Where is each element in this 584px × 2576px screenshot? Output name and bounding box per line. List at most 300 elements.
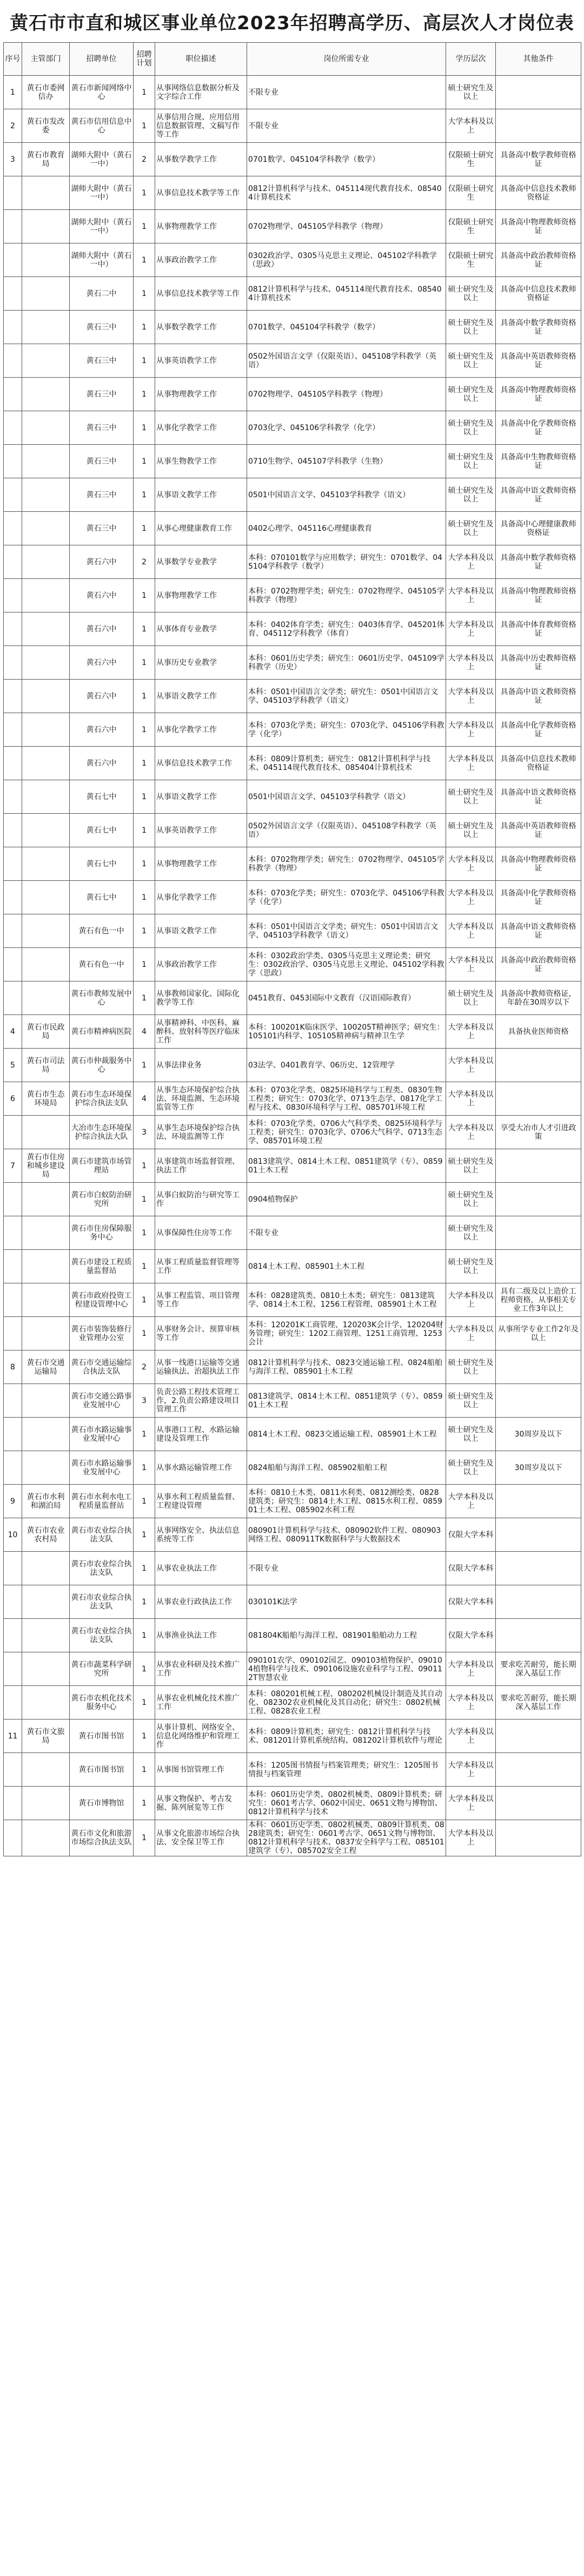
cell-department — [22, 1686, 70, 1719]
cell-index — [4, 1652, 22, 1686]
cell-index — [4, 914, 22, 948]
cell-department — [22, 1552, 70, 1585]
cell-major: 0812计算机科学与技术、0823交通运输工程、0824船舶与海洋工程、085901土木工程 — [247, 1350, 446, 1384]
cell-index — [4, 478, 22, 512]
cell-education: 仅限硕士研究生 — [446, 243, 496, 277]
cell-major: 0451教育、0453国际中文教育（汉语国际教育） — [247, 981, 446, 1015]
cell-other: 具备高中语文教师资格证 — [496, 478, 581, 512]
table-row — [4, 680, 581, 713]
table-row — [4, 1384, 581, 1418]
table-row — [4, 747, 581, 780]
cell-major: 本科：1205图书情报与档案管理类；研究生：1205图书情报与档案管理 — [247, 1753, 446, 1787]
cell-quota: 1 — [134, 847, 155, 881]
cell-index: 7 — [4, 1149, 22, 1183]
cell-other — [496, 1216, 581, 1250]
cell-other: 具备高中政治教师资格证 — [496, 948, 581, 981]
cell-index: 11 — [4, 1719, 22, 1753]
cell-quota: 1 — [134, 1317, 155, 1350]
cell-education: 硕士研究生及以上 — [446, 411, 496, 445]
cell-education: 仅限大学本科 — [446, 1552, 496, 1585]
cell-description: 从事网络安全、执法信息系统等工作 — [155, 1518, 247, 1552]
cell-index — [4, 1183, 22, 1216]
cell-other — [496, 109, 581, 143]
cell-index — [4, 545, 22, 579]
table-row — [4, 1719, 581, 1753]
cell-index — [4, 1283, 22, 1317]
cell-education: 硕士研究生及以上 — [446, 76, 496, 109]
cell-education: 硕士研究生及以上 — [446, 1149, 496, 1183]
cell-description: 从事信息技术教学等工作 — [155, 176, 247, 210]
table-row — [4, 1350, 581, 1384]
cell-index — [4, 981, 22, 1015]
cell-quota: 4 — [134, 1082, 155, 1116]
cell-education: 大学本科及以上 — [446, 1719, 496, 1753]
cell-other — [496, 1619, 581, 1652]
cell-major: 不限专业 — [247, 109, 446, 143]
cell-unit: 黄石六中 — [70, 747, 134, 780]
cell-quota: 1 — [134, 210, 155, 243]
cell-description: 从事农业科研及技术推广工作 — [155, 1652, 247, 1686]
cell-index — [4, 344, 22, 378]
cell-description: 从事语文教学工作 — [155, 680, 247, 713]
cell-quota: 1 — [134, 1552, 155, 1585]
table-row — [4, 378, 581, 411]
table-row — [4, 1317, 581, 1350]
table-row — [4, 1820, 581, 1856]
cell-quota: 1 — [134, 1820, 155, 1856]
cell-education: 仅限硕士研究生 — [446, 176, 496, 210]
cell-other: 具备高中物理教师资格证 — [496, 579, 581, 612]
cell-description: 从事信息技术教学等工作 — [155, 277, 247, 311]
cell-department — [22, 747, 70, 780]
cell-unit: 黄石市住房保障服务中心 — [70, 1216, 134, 1250]
cell-education: 硕士研究生及以上 — [446, 445, 496, 478]
cell-index — [4, 1619, 22, 1652]
cell-quota: 1 — [134, 1619, 155, 1652]
cell-major: 本科：0809计算机类；研究生：0812计算机科学与技术、045114现代教育技术、085404计算机技术 — [247, 747, 446, 780]
cell-index: 6 — [4, 1082, 22, 1116]
cell-department — [22, 210, 70, 243]
cell-unit: 湖师大附中（黄石一中） — [70, 243, 134, 277]
cell-major: 0502外国语言文学（仅限英语）、045108学科教学（英语） — [247, 814, 446, 847]
cell-unit: 湖师大附中（黄石一中） — [70, 210, 134, 243]
cell-unit: 黄石市仲裁服务中心 — [70, 1049, 134, 1082]
cell-quota: 1 — [134, 76, 155, 109]
cell-unit: 黄石市新闻网络中心 — [70, 76, 134, 109]
cell-unit: 黄石七中 — [70, 847, 134, 881]
cell-education: 大学本科及以上 — [446, 109, 496, 143]
cell-education: 大学本科及以上 — [446, 646, 496, 680]
cell-other: 具备高中英语教师资格证 — [496, 814, 581, 847]
cell-index: 4 — [4, 1015, 22, 1049]
cell-major: 0502外国语言文学（仅限英语）、045108学科教学（英语） — [247, 344, 446, 378]
cell-other: 具备高中物理教师资格证 — [496, 210, 581, 243]
cell-unit: 黄石有色一中 — [70, 914, 134, 948]
cell-major: 030101K法学 — [247, 1585, 446, 1619]
cell-other: 具备高中数学教师资格证 — [496, 311, 581, 344]
cell-description: 从事计算机、网络安全、信息化网络维护和管理工作 — [155, 1719, 247, 1753]
cell-other: 具备高中语文教师资格证 — [496, 680, 581, 713]
cell-description: 从事农业执法工作 — [155, 1552, 247, 1585]
cell-department — [22, 1283, 70, 1317]
cell-description: 从事体育专业教学 — [155, 612, 247, 646]
cell-department: 黄石市交通运输局 — [22, 1350, 70, 1384]
cell-department — [22, 914, 70, 948]
cell-index — [4, 1317, 22, 1350]
cell-education: 仅限大学本科 — [446, 1518, 496, 1552]
cell-quota: 1 — [134, 1216, 155, 1250]
cell-education: 大学本科及以上 — [446, 1082, 496, 1116]
cell-quota: 2 — [134, 143, 155, 176]
table-row — [4, 545, 581, 579]
cell-quota: 1 — [134, 1585, 155, 1619]
table-row — [4, 445, 581, 478]
cell-other: 具备高中心理健康教师资格证 — [496, 512, 581, 545]
cell-other: 从事所学专业工作2年及以上 — [496, 1317, 581, 1350]
cell-index — [4, 1250, 22, 1283]
table-row — [4, 1049, 581, 1082]
cell-other — [496, 1250, 581, 1283]
cell-education: 硕士研究生及以上 — [446, 780, 496, 814]
cell-department — [22, 847, 70, 881]
cell-description: 从事语文教学工作 — [155, 780, 247, 814]
cell-index — [4, 1686, 22, 1719]
cell-index — [4, 210, 22, 243]
cell-department: 黄石市住房和城乡建设局 — [22, 1149, 70, 1183]
cell-description: 从事数学教学工作 — [155, 143, 247, 176]
cell-quota: 1 — [134, 445, 155, 478]
cell-description: 从事物理教学工作 — [155, 210, 247, 243]
cell-unit: 黄石市蔬菜科学研究所 — [70, 1652, 134, 1686]
cell-other: 具备高中物理教师资格证 — [496, 847, 581, 881]
header-unit: 招聘单位 — [70, 43, 134, 76]
cell-department — [22, 512, 70, 545]
cell-other: 具备高中语文教师资格证 — [496, 914, 581, 948]
cell-department: 黄石市民政局 — [22, 1015, 70, 1049]
cell-department — [22, 545, 70, 579]
cell-quota: 1 — [134, 311, 155, 344]
cell-description: 从事政治教学工作 — [155, 243, 247, 277]
cell-unit: 黄石三中 — [70, 344, 134, 378]
cell-quota: 1 — [134, 948, 155, 981]
cell-description: 从事信息技术教学工作 — [155, 747, 247, 780]
cell-description: 从事建筑市场监督管理、执法工作 — [155, 1149, 247, 1183]
table-row — [4, 814, 581, 847]
cell-education: 大学本科及以上 — [446, 612, 496, 646]
cell-quota: 1 — [134, 1686, 155, 1719]
cell-unit: 黄石六中 — [70, 680, 134, 713]
cell-major: 本科：0828建筑类、0810土木类；研究生：0813建筑学、0814土木工程、1256工程管理、085901土木工程 — [247, 1283, 446, 1317]
cell-education: 大学本科及以上 — [446, 713, 496, 747]
cell-description: 从事生态环境保护综合执法、环境监测、生态环境监管等工作 — [155, 1082, 247, 1116]
cell-unit: 湖师大附中（黄石一中） — [70, 176, 134, 210]
cell-description: 从事物理教学工作 — [155, 579, 247, 612]
cell-department — [22, 311, 70, 344]
cell-department — [22, 680, 70, 713]
header-index: 序号 — [4, 43, 22, 76]
cell-description: 从事文化旅游市场综合执法、安全保卫等工作 — [155, 1820, 247, 1856]
table-row — [4, 1283, 581, 1317]
cell-education: 大学本科及以上 — [446, 881, 496, 914]
cell-quota: 1 — [134, 1652, 155, 1686]
cell-education: 硕士研究生及以上 — [446, 1418, 496, 1451]
cell-department — [22, 1116, 70, 1149]
cell-other: 具备高中英语教师资格证 — [496, 344, 581, 378]
cell-quota: 1 — [134, 680, 155, 713]
cell-other: 具备高中化学教师资格证 — [496, 881, 581, 914]
cell-description: 从事化学教学工作 — [155, 881, 247, 914]
cell-unit: 黄石三中 — [70, 411, 134, 445]
cell-major: 0812计算机科学与技术、045114现代教育技术、085404计算机技术 — [247, 176, 446, 210]
cell-description: 从事网络信息数据分析及文字综合工作 — [155, 76, 247, 109]
cell-education: 硕士研究生及以上 — [446, 814, 496, 847]
table-row — [4, 1015, 581, 1049]
cell-department — [22, 981, 70, 1015]
cell-quota: 1 — [134, 411, 155, 445]
cell-major: 本科：0601历史学类、0802机械类、0809计算机类；研究生：0601考古学、0602中国史、0651文物与博物馆、0812计算机科学与技术 — [247, 1787, 446, 1820]
cell-description: 从事信用合规、应用信用信息数据管理、文稿写作等工作 — [155, 109, 247, 143]
cell-index — [4, 847, 22, 881]
cell-other: 具备高中数学教师资格证 — [496, 143, 581, 176]
cell-unit: 黄石市建筑市场管理站 — [70, 1149, 134, 1183]
cell-description: 从事精神科、中医科、麻醉科、放射科等医疗临床工作 — [155, 1015, 247, 1049]
cell-unit: 黄石市交通运输综合执法支队 — [70, 1350, 134, 1384]
cell-index: 10 — [4, 1518, 22, 1552]
cell-other — [496, 1384, 581, 1418]
cell-quota: 2 — [134, 1350, 155, 1384]
table-row — [4, 277, 581, 311]
cell-major: 0702物理学、045105学科教学（物理） — [247, 210, 446, 243]
cell-department — [22, 780, 70, 814]
cell-unit: 黄石市教师发展中心 — [70, 981, 134, 1015]
table-row — [4, 612, 581, 646]
cell-unit: 黄石市交通公路事业发展中心 — [70, 1384, 134, 1418]
table-row — [4, 1552, 581, 1585]
cell-other — [496, 1820, 581, 1856]
cell-department — [22, 176, 70, 210]
table-row — [4, 109, 581, 143]
cell-unit: 黄石市生态环境保护综合执法支队 — [70, 1082, 134, 1116]
cell-major: 0703化学、045106学科教学（化学） — [247, 411, 446, 445]
cell-quota: 1 — [134, 1787, 155, 1820]
cell-education: 仅限大学本科 — [446, 1619, 496, 1652]
cell-unit: 大冶市生态环境保护综合执法大队 — [70, 1116, 134, 1149]
cell-department — [22, 243, 70, 277]
table-row — [4, 243, 581, 277]
cell-department — [22, 1585, 70, 1619]
cell-unit: 黄石七中 — [70, 780, 134, 814]
cell-description: 从事法律业务 — [155, 1049, 247, 1082]
cell-quota: 1 — [134, 1149, 155, 1183]
cell-major: 本科：0702物理学类；研究生：0702物理学、045105学科教学（物理） — [247, 847, 446, 881]
cell-description: 从事数学专业教学 — [155, 545, 247, 579]
cell-department — [22, 411, 70, 445]
cell-education: 大学本科及以上 — [446, 545, 496, 579]
cell-quota: 1 — [134, 1250, 155, 1283]
cell-other: 具备高中数学教师资格证 — [496, 545, 581, 579]
cell-department — [22, 1418, 70, 1451]
cell-unit: 黄石三中 — [70, 378, 134, 411]
cell-quota: 1 — [134, 1719, 155, 1753]
cell-index: 2 — [4, 109, 22, 143]
cell-education: 硕士研究生及以上 — [446, 512, 496, 545]
cell-index — [4, 378, 22, 411]
cell-education: 仅限硕士研究生 — [446, 210, 496, 243]
cell-department — [22, 881, 70, 914]
header-other: 其他条件 — [496, 43, 581, 76]
cell-department: 黄石市生态环境局 — [22, 1082, 70, 1116]
cell-index — [4, 1116, 22, 1149]
cell-unit: 黄石市水路运输事业发展中心 — [70, 1451, 134, 1485]
cell-unit: 黄石市图书馆 — [70, 1753, 134, 1787]
table-row — [4, 1149, 581, 1183]
cell-index — [4, 176, 22, 210]
cell-major: 0710生物学、045107学科教学（生物） — [247, 445, 446, 478]
cell-quota: 1 — [134, 243, 155, 277]
cell-other — [496, 1149, 581, 1183]
cell-index — [4, 579, 22, 612]
cell-education: 硕士研究生及以上 — [446, 1350, 496, 1384]
cell-index — [4, 1820, 22, 1856]
cell-unit: 黄石市信用信息中心 — [70, 109, 134, 143]
cell-department — [22, 948, 70, 981]
table-row — [4, 780, 581, 814]
cell-education: 硕士研究生及以上 — [446, 1451, 496, 1485]
header-major: 岗位所需专业 — [247, 43, 446, 76]
cell-index — [4, 680, 22, 713]
table-row — [4, 344, 581, 378]
cell-unit: 黄石三中 — [70, 512, 134, 545]
cell-education: 大学本科及以上 — [446, 1820, 496, 1856]
table-row — [4, 1686, 581, 1719]
cell-major: 0824船舶与海洋工程、085902船舶工程 — [247, 1451, 446, 1485]
table-row — [4, 176, 581, 210]
cell-description: 从事化学教学工作 — [155, 411, 247, 445]
cell-description: 从事渔业执法工作 — [155, 1619, 247, 1652]
table-row — [4, 1082, 581, 1116]
cell-description: 从事保障性住房等工作 — [155, 1216, 247, 1250]
cell-education: 大学本科及以上 — [446, 579, 496, 612]
cell-quota: 1 — [134, 512, 155, 545]
cell-description: 从事化学教学工作 — [155, 713, 247, 747]
cell-quota: 1 — [134, 1485, 155, 1518]
table-row — [4, 1787, 581, 1820]
cell-education: 大学本科及以上 — [446, 1317, 496, 1350]
cell-unit: 黄石六中 — [70, 713, 134, 747]
cell-department: 黄石市农业农村局 — [22, 1518, 70, 1552]
cell-education: 大学本科及以上 — [446, 1283, 496, 1317]
cell-department — [22, 579, 70, 612]
cell-major: 本科：0702物理学类；研究生：0702物理学、045105学科教学（物理） — [247, 579, 446, 612]
cell-major: 本科：0501中国语言文学类；研究生：0501中国语言文学、045103学科教学（语文） — [247, 914, 446, 948]
cell-quota: 1 — [134, 1451, 155, 1485]
table-row — [4, 713, 581, 747]
cell-department — [22, 646, 70, 680]
cell-quota: 1 — [134, 1049, 155, 1082]
cell-major: 0501中国语言文学、045103学科教学（语文） — [247, 478, 446, 512]
cell-other: 具备高中体育教师资格证 — [496, 612, 581, 646]
table-row — [4, 1485, 581, 1518]
cell-quota: 1 — [134, 344, 155, 378]
cell-department — [22, 1652, 70, 1686]
cell-other — [496, 1585, 581, 1619]
table-row — [4, 76, 581, 109]
cell-education: 大学本科及以上 — [446, 1787, 496, 1820]
cell-department — [22, 1451, 70, 1485]
cell-department — [22, 1820, 70, 1856]
cell-index — [4, 1451, 22, 1485]
cell-unit: 黄石市图书馆 — [70, 1719, 134, 1753]
header-description: 职位描述 — [155, 43, 247, 76]
cell-education: 大学本科及以上 — [446, 914, 496, 948]
cell-other — [496, 1518, 581, 1552]
cell-department — [22, 814, 70, 847]
cell-index — [4, 311, 22, 344]
cell-major: 不限专业 — [247, 1552, 446, 1585]
cell-description: 从事农业机械化技术推广工作 — [155, 1686, 247, 1719]
cell-index — [4, 747, 22, 780]
cell-education: 大学本科及以上 — [446, 1753, 496, 1787]
table-row — [4, 914, 581, 948]
cell-unit: 黄石六中 — [70, 612, 134, 646]
table-row — [4, 478, 581, 512]
cell-major: 0813建筑学、0814土木工程、0851建筑学（专）、085901土木工程 — [247, 1149, 446, 1183]
header-quota: 招聘计划 — [134, 43, 155, 76]
cell-other: 具有二级及以上造价工程师资格，从事相关专业工作3年以上 — [496, 1283, 581, 1317]
cell-department — [22, 1183, 70, 1216]
cell-index — [4, 1552, 22, 1585]
cell-major: 0701数学、045104学科教学（数学） — [247, 311, 446, 344]
table-header-row — [4, 43, 581, 76]
cell-unit: 黄石市精神病医院 — [70, 1015, 134, 1049]
cell-department — [22, 344, 70, 378]
cell-other: 要求吃苦耐劳，能长期深入基层工作 — [496, 1652, 581, 1686]
table-row — [4, 1250, 581, 1283]
cell-education: 仅限硕士研究生 — [446, 143, 496, 176]
cell-index — [4, 1418, 22, 1451]
cell-description: 从事白蚁防治与研究等工作 — [155, 1183, 247, 1216]
cell-index — [4, 1585, 22, 1619]
cell-unit: 黄石七中 — [70, 881, 134, 914]
cell-unit: 黄石市装饰装修行业管理办公室 — [70, 1317, 134, 1350]
cell-other: 要求吃苦耐劳，能长期深入基层工作 — [496, 1686, 581, 1719]
cell-other — [496, 1787, 581, 1820]
cell-index — [4, 1384, 22, 1418]
cell-quota: 1 — [134, 981, 155, 1015]
table-row — [4, 1652, 581, 1686]
cell-department: 黄石市文旅局 — [22, 1719, 70, 1753]
cell-other — [496, 1552, 581, 1585]
cell-other: 具备高中信息技术教师资格证 — [496, 277, 581, 311]
table-row — [4, 1753, 581, 1787]
cell-description: 从事农业行政执法工作 — [155, 1585, 247, 1619]
cell-description: 从事物理教学工作 — [155, 378, 247, 411]
cell-major: 0402心理学、045116心理健康教育 — [247, 512, 446, 545]
cell-other: 具备高中政治教师资格证 — [496, 243, 581, 277]
cell-unit: 黄石市农业综合执法支队 — [70, 1518, 134, 1552]
cell-major: 0813建筑学、0814土木工程、0851建筑学（专）、085901土木工程 — [247, 1384, 446, 1418]
cell-major: 本科：0302政治学类、0305马克思主义理论类；研究生：0302政治学、0305马克思主义理论、045102学科教学（思政） — [247, 948, 446, 981]
cell-other: 30周岁及以下 — [496, 1418, 581, 1451]
cell-description: 从事语文教学工作 — [155, 914, 247, 948]
cell-description: 从事历史专业教学 — [155, 646, 247, 680]
cell-quota: 4 — [134, 1015, 155, 1049]
cell-quota: 1 — [134, 747, 155, 780]
cell-index — [4, 243, 22, 277]
cell-department — [22, 1216, 70, 1250]
cell-unit: 黄石市农业综合执法支队 — [70, 1585, 134, 1619]
cell-other — [496, 1183, 581, 1216]
